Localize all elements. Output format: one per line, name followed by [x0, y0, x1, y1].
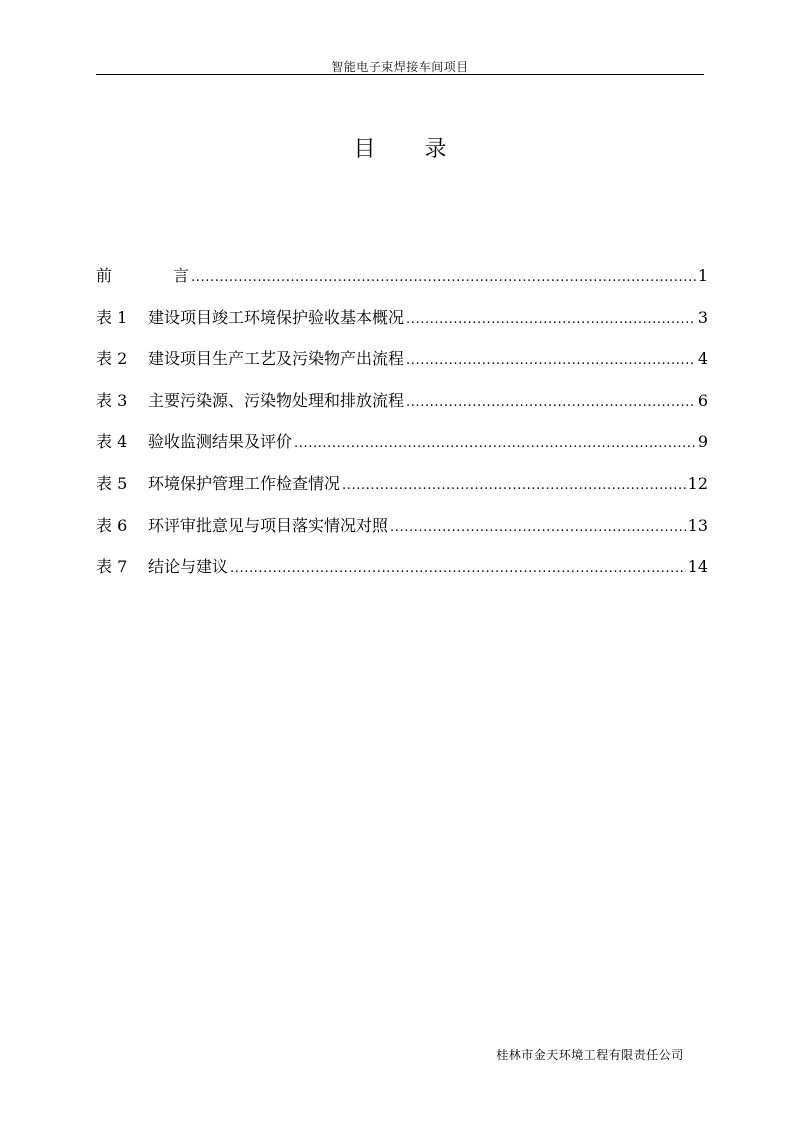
toc-entry-label: 主要污染源、污染物处理和排放流程 [148, 390, 405, 410]
toc-entry-page: 4 [697, 349, 708, 369]
toc-entry-label: 环境保护管理工作检查情况 [148, 473, 341, 493]
page-title: 目 录 [353, 137, 447, 162]
toc-entry-table-6[interactable] [96, 512, 708, 554]
header-title: 智能电子束焊接车间项目 [331, 60, 469, 74]
toc-dot-leader [406, 389, 696, 417]
toc-entry-number: 前 [96, 266, 174, 285]
toc-dot-leader [294, 430, 696, 458]
toc-entry-table-7[interactable] [96, 553, 708, 595]
toc-entry-page: 14 [687, 557, 708, 577]
toc-entry-table-5[interactable] [96, 470, 708, 512]
table-of-contents [96, 262, 708, 595]
toc-entry-table-1[interactable] [96, 304, 708, 346]
toc-dot-leader [406, 306, 696, 334]
toc-entry-label: 建设项目竣工环境保护验收基本概况 [148, 307, 405, 327]
toc-entry-number: 表 3 [96, 390, 128, 410]
toc-dot-leader [342, 472, 686, 500]
toc-entry-table-4[interactable] [96, 428, 708, 470]
toc-entry-number: 表 1 [96, 307, 128, 327]
toc-entry-number: 表 2 [96, 349, 128, 369]
page-header [96, 56, 704, 75]
toc-entry-page: 13 [687, 515, 708, 535]
page-footer: 桂林市金天环境工程有限责任公司 [496, 1048, 684, 1062]
toc-entry-label: 环评审批意见与项目落实情况对照 [148, 515, 389, 535]
toc-entry-number: 表 6 [96, 515, 128, 535]
toc-entry-label: 言 [173, 266, 190, 285]
toc-entry-label: 验收监测结果及评价 [148, 432, 293, 452]
toc-entry-page: 12 [687, 473, 708, 493]
toc-dot-leader [390, 514, 686, 542]
toc-entry-number: 表 5 [96, 473, 128, 493]
toc-entry-page: 3 [697, 307, 708, 327]
toc-entry-table-3[interactable] [96, 387, 708, 429]
toc-dot-leader [406, 347, 696, 375]
toc-entry-page: 6 [697, 390, 708, 410]
toc-entry-table-2[interactable] [96, 345, 708, 387]
toc-dot-leader [191, 264, 696, 292]
toc-entry-number: 表 4 [96, 432, 128, 452]
toc-entry-preface[interactable] [96, 262, 708, 304]
toc-entry-number: 表 7 [96, 557, 128, 577]
toc-entry-label: 建设项目生产工艺及污染物产出流程 [148, 349, 405, 369]
toc-entry-page: 9 [697, 432, 708, 452]
toc-dot-leader [230, 555, 686, 583]
toc-entry-label: 结论与建议 [148, 557, 229, 577]
toc-entry-page: 1 [697, 266, 708, 285]
